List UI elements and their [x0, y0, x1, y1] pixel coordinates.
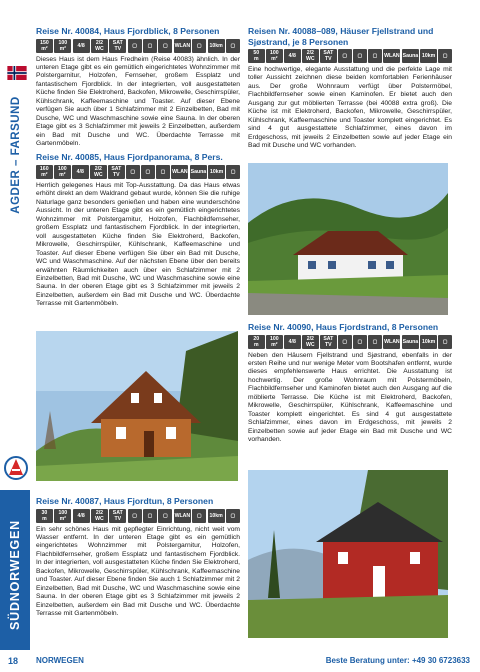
amenity-icon-value: 4/8	[288, 338, 296, 345]
amenity-icon-unit: m²	[41, 171, 48, 178]
amenity-icon	[54, 39, 71, 53]
amenity-icons	[36, 39, 240, 53]
amenity-icon-value: WLAN	[384, 53, 400, 59]
listing-title: Reise Nr. 40090, Haus Fjordstrand, 8 Personen	[248, 322, 439, 332]
listing-40090	[248, 322, 452, 444]
amenity-icon-value: 4/8	[77, 512, 85, 519]
amenity-icon	[208, 39, 225, 53]
listing-description: Dieses Haus ist dem Haus Fredheim (Reise 40083) ähnlich. In der unteren Etage gibt es ein gemütlich eingerichtetes Wohnzimmer mit Polstergarnitur, Holzofen, Fernseher, großem Essplatz und fantastischem Fjordblick. In der integrierten, voll ausgestatteten Küche finden Sie Elektroherd, Backofen, Mikrowelle, Geschirrspüler, Kühlschrank, Kaffeemaschine und Toaster. Auf dieser Ebene verfügen Sie auch über 1 Schlafzimmer mit 2 Einzelbetten, Bad mit Dusche, WC und Waschmaschine sowie eine Sauna. In der oberen Etage gibt es 3 Schlafzimmer mit jeweils 2 Einzelbetten, außerdem ein Bad mit Dusche und WC. Überdachte Terrasse mit Gartenmöbeln.	[36, 55, 240, 148]
amenity-icon-value: 2/2	[306, 50, 314, 56]
amenity-icon	[284, 335, 301, 349]
amenity-icons	[248, 49, 452, 63]
amenity-icon-unit: WC	[305, 56, 315, 62]
amenity-icon	[91, 39, 108, 53]
amenity-icon-value: WLAN	[174, 42, 191, 49]
amenity-icon-value: SAT	[112, 509, 123, 516]
region-label	[4, 80, 28, 230]
amenity-icon	[383, 49, 400, 63]
amenity-icon	[190, 165, 207, 179]
amenity-icon-unit: m²	[59, 45, 66, 52]
amenity-glyph-icon: ▢	[372, 53, 378, 59]
brand-logo-icon	[4, 455, 28, 481]
amenity-icon	[174, 509, 191, 523]
amenity-icon-value: SAT	[112, 39, 123, 46]
country-band	[0, 490, 30, 650]
amenity-icons	[36, 509, 240, 523]
amenity-icon-unit: WC	[305, 341, 315, 348]
amenity-icon	[438, 49, 452, 63]
amenity-icon	[402, 49, 419, 63]
amenity-icon	[192, 509, 206, 523]
amenity-icon	[36, 39, 53, 53]
listing-40085	[36, 152, 240, 308]
house-photo-fjordpanorama	[36, 331, 238, 481]
amenity-icon-value: 2/2	[306, 335, 314, 342]
amenity-icon-value: Sauna	[402, 53, 419, 59]
amenity-glyph-icon: ▢	[230, 42, 236, 49]
amenity-icon-unit: TV	[113, 171, 120, 178]
amenity-icon-value: Sauna	[402, 338, 419, 345]
amenity-icon-unit: TV	[114, 515, 122, 522]
amenity-glyph-icon: ▢	[147, 42, 153, 49]
amenity-icon	[54, 509, 71, 523]
amenity-glyph-icon: ▢	[130, 168, 136, 175]
amenity-icons	[36, 165, 240, 179]
listing-title: Reise Nr. 40087, Haus Fjordtun, 8 Personen	[36, 496, 214, 506]
amenity-glyph-icon: ▢	[342, 338, 348, 345]
amenity-icon	[208, 509, 225, 523]
right-column	[248, 26, 452, 155]
amenity-icon-value: 2/2	[94, 165, 102, 172]
amenity-icon-value: 10km	[422, 53, 436, 59]
amenity-icon-value: SAT	[111, 165, 122, 172]
amenity-icon-value: SAT	[323, 50, 334, 56]
amenity-icon	[368, 335, 382, 349]
amenity-icon	[171, 165, 188, 179]
amenity-icon	[353, 335, 367, 349]
amenity-icon-unit: m²	[41, 45, 48, 52]
listing-title: Reisen Nr. 40088–089, Häuser Fjellstrand und Sjøstrand, je 8 Personen	[248, 26, 434, 47]
listing-40084	[36, 26, 240, 148]
amenity-icon	[108, 165, 125, 179]
amenity-icon	[109, 39, 126, 53]
amenity-glyph-icon: ▢	[132, 42, 138, 49]
amenity-icon	[320, 335, 337, 349]
amenity-glyph-icon: ▢	[147, 512, 153, 519]
amenity-icon-value: 20	[253, 335, 260, 342]
amenity-glyph-icon: ▢	[162, 42, 168, 49]
amenity-icon	[226, 165, 240, 179]
amenity-icon-unit: m	[42, 515, 47, 522]
amenity-icon-value: 30	[41, 509, 48, 516]
amenity-icon	[368, 49, 382, 63]
amenity-icon-unit: m²	[271, 56, 278, 62]
footer-contact: Beste Beratung unter: +49 30 6723633	[325, 656, 470, 665]
amenity-icon-value: WLAN	[174, 512, 191, 519]
amenity-glyph-icon: ▢	[342, 53, 348, 59]
listing-40088-089	[248, 26, 452, 151]
amenity-icon	[338, 335, 352, 349]
amenity-icon-value: 160	[39, 165, 49, 172]
listing-40087	[36, 496, 240, 618]
amenity-icon-value: SAT	[323, 335, 334, 342]
amenity-icon	[73, 39, 90, 53]
amenity-icon	[54, 165, 71, 179]
listing-description: Herrlich gelegenes Haus mit Top-Ausstattung. Da das Haus etwas erhöht direkt an dem Waldrand gebaut wurde, können Sie die ruhige Naturlage ganz besonders genießen und haben eine wunderschöne Aussicht. In der unteren Etage gibt es ein gemütlich eingerichtetes Wohnzimmer mit Polstergarnitur, Holzofen, Flachbildfernseher, großem Essplatz und fantastischem Fjordblick. In der integrierten, voll ausgestatteten Küche finden Sie Elektroherd, Backofen, Mikrowelle, Geschirrspüler, Kühlschrank, Kaffeemaschine und Toaster. Auf dieser Ebene verfügen Sie über ein Bad mit Dusche, WC und Waschmaschine. Auf der nächsten Ebene über den bereits erwähnten Räumlichkeiten auch über ein Schlafzimmer mit 2 Einzelbetten, Bad mit Dusche, WC und Waschmaschine sowie eine Sauna. In der oberen Etage gibt es 3 Schlafzimmer mit jeweils 2 Einzelbetten, außerdem ein Bad mit Dusche und WC. Überdachte Terrasse mit Gartenmöbeln.	[36, 181, 240, 308]
left-column	[36, 26, 240, 313]
amenity-glyph-icon: ▢	[372, 338, 378, 345]
amenity-icon	[383, 335, 400, 349]
amenity-icon	[320, 49, 337, 63]
amenity-icon-unit: WC	[95, 515, 104, 522]
amenity-icon	[302, 49, 319, 63]
amenity-icon	[90, 165, 107, 179]
amenity-icon	[266, 335, 283, 349]
amenity-icon-value: 100	[269, 50, 279, 56]
amenity-icon-value: WLAN	[172, 168, 188, 175]
sidebar	[0, 0, 30, 672]
amenity-icon	[284, 49, 301, 63]
listing-title: Reise Nr. 40085, Haus Fjordpanorama, 8 Pers.	[36, 152, 223, 163]
amenity-icon	[192, 39, 206, 53]
right-middle-column	[248, 322, 452, 448]
amenity-icon	[141, 165, 155, 179]
amenity-icon-value: 100	[58, 509, 68, 516]
amenity-icon-unit: TV	[114, 45, 122, 52]
amenity-glyph-icon: ▢	[442, 53, 448, 59]
amenity-icon	[420, 49, 437, 63]
amenity-icon-unit: WC	[95, 45, 104, 52]
amenity-icon	[226, 509, 240, 523]
amenity-icon-unit: WC	[93, 171, 103, 178]
amenity-icon-value: 10km	[422, 338, 436, 345]
amenity-icon-value: 4/8	[77, 42, 85, 49]
amenity-icon	[248, 335, 265, 349]
house-photo-fjordtun	[248, 470, 448, 638]
amenity-glyph-icon: ▢	[357, 53, 363, 59]
amenity-icon	[128, 509, 142, 523]
amenity-icon	[266, 49, 283, 63]
amenity-icon	[126, 165, 140, 179]
amenity-icon	[226, 39, 240, 53]
amenity-icon-value: 10km	[209, 42, 223, 49]
listing-description: Neben den Häusern Fjellstrand und Sjøstrand, ebenfalls in der ersten Reihe und nur wenige Meter vom Bootshafen entfernt, wurde dieses empfehlenswerte Haus errichtet. Die Ausstattung ist hochwertig. Der große Wohnraum mit Polstermöbeln, Flachbildfernseher und Kaminofen bietet auch den Ausgang auf die möblierte Terrasse. Die Küche ist mit Elektroherd, Backofen, Mikrowelle, Geschirrspüler, Kühlschrank, Kaffeemaschine und Toaster komplett eingerichtet. Es sind 4 gut ausgestattete Schlafzimmer, eines davon im Erdgeschoss, mit jeweils 2 Einzelbetten sowie auf jeder Etage ein Bad mit Dusche und WC vorhanden.	[248, 351, 452, 444]
amenity-glyph-icon: ▢	[196, 512, 202, 519]
amenity-icon	[128, 39, 142, 53]
amenity-glyph-icon: ▢	[132, 512, 138, 519]
amenity-glyph-icon: ▢	[145, 168, 151, 175]
amenity-glyph-icon: ▢	[442, 338, 448, 345]
amenity-icon	[420, 335, 437, 349]
amenity-icon	[402, 335, 419, 349]
amenity-glyph-icon: ▢	[162, 512, 168, 519]
amenity-icon-value: 2/2	[95, 39, 104, 46]
page-number: 18	[8, 656, 19, 666]
amenity-glyph-icon: ▢	[230, 512, 236, 519]
footer-country: NORWEGEN	[36, 656, 84, 665]
amenity-icon	[109, 509, 126, 523]
amenity-icon	[302, 335, 319, 349]
amenity-glyph-icon: ▢	[196, 42, 202, 49]
amenity-icon-unit: m²	[271, 341, 278, 348]
norway-flag-icon	[7, 66, 27, 80]
region-text: AGDER – FARSUND	[10, 96, 22, 214]
amenity-icon	[36, 509, 53, 523]
amenity-icon-unit: m	[253, 341, 259, 348]
amenity-icon-value: Sauna	[190, 168, 207, 175]
listing-title: Reise Nr. 40084, Haus Fjordblick, 8 Personen	[36, 26, 220, 36]
amenity-icon-unit: m²	[59, 515, 66, 522]
amenity-icon	[338, 49, 352, 63]
house-photo-fjellstrand	[248, 163, 448, 315]
amenity-icon	[158, 509, 172, 523]
amenity-icon	[438, 335, 452, 349]
listing-description: Ein sehr schönes Haus mit gepflegter Einrichtung, nicht weit vom Wasser entfernt. In der unteren Etage gibt es ein gemütlich eingerichtetes Wohnzimmer mit Polstergarnitur, Holzofen, Flachbildfernseher, großem Essplatz und fantastischem Fjordblick. In der integrierten, voll ausgestatteten Küche finden Sie Elektroherd, Backofen, Mikrowelle, Geschirrspüler, Kühlschrank, Kaffeemaschine und Toaster. Auf dieser Ebene finden Sie auch 1 Schlafzimmer mit 2 Einzelbetten, Bad mit Dusche, WC und Waschmaschine sowie eine Sauna. In der oberen Etage gibt es 3 Schlafzimmer mit jeweils 2 Einzelbetten, außerdem ein Bad mit Dusche und WC. Überdachte Terrasse mit Gartenmöbeln.	[36, 525, 240, 618]
amenity-icon	[353, 49, 367, 63]
country-text: SÜDNORWEGEN	[8, 520, 22, 630]
left-bottom-column	[36, 496, 240, 622]
amenity-icon-value: 2/2	[95, 509, 104, 516]
amenity-glyph-icon: ▢	[230, 168, 236, 175]
amenity-icon	[248, 49, 265, 63]
amenity-icon-value: 100	[57, 165, 67, 172]
amenity-icon	[72, 165, 89, 179]
amenity-icon	[158, 39, 172, 53]
amenity-glyph-icon: ▢	[357, 338, 363, 345]
amenity-icon-value: 4/8	[76, 168, 84, 175]
amenity-icon-unit: TV	[325, 341, 332, 348]
amenity-icon	[91, 509, 108, 523]
listing-description: Eine hochwertige, elegante Ausstattung und die perfekte Lage mit toller Aussicht zeichnen diese beiden komfortablen Ferienhäuser aus. Der große Wohnraum verfügt über Polstermöbel, Flachbildfernseher sowie einen Kaminofen. Er bietet auch den Ausgang zur gut möblierten Terrasse (bei 40088 extra groß). Die Küche ist mit Elektroherd, Backofen, Mikrowelle, Geschirrspüler, Kühlschrank, Kaffeemaschine und Toaster komplett eingerichtet. Es sind 4 gut ausgestattete Schlafzimmer, eines davon im Erdgeschoss, mit jeweils 2 Einzelbetten sowie auf jeder Etage ein Bad mit Dusche und WC vorhanden.	[248, 66, 452, 150]
amenity-icon-value: 100	[269, 335, 279, 342]
amenity-icon	[208, 165, 225, 179]
amenity-icon-value: 10km	[209, 512, 223, 519]
amenity-glyph-icon: ▢	[160, 168, 166, 175]
amenity-icon-value: 10km	[210, 168, 224, 175]
amenity-icon-value: 150	[40, 39, 49, 46]
amenity-icon	[143, 39, 157, 53]
amenity-icon-value: WLAN	[384, 338, 400, 345]
amenity-icon	[36, 165, 53, 179]
amenity-icon-unit: TV	[325, 56, 332, 62]
amenity-icons	[248, 335, 452, 349]
amenity-icon-value: 50	[253, 50, 260, 56]
amenity-icon-unit: m	[253, 56, 259, 62]
amenity-icon	[156, 165, 170, 179]
amenity-icon-value: 100	[58, 39, 68, 46]
amenity-icon	[73, 509, 90, 523]
amenity-icon-value: 4/8	[288, 53, 296, 59]
amenity-icon	[143, 509, 157, 523]
amenity-icon	[174, 39, 191, 53]
amenity-icon-unit: m²	[59, 171, 66, 178]
